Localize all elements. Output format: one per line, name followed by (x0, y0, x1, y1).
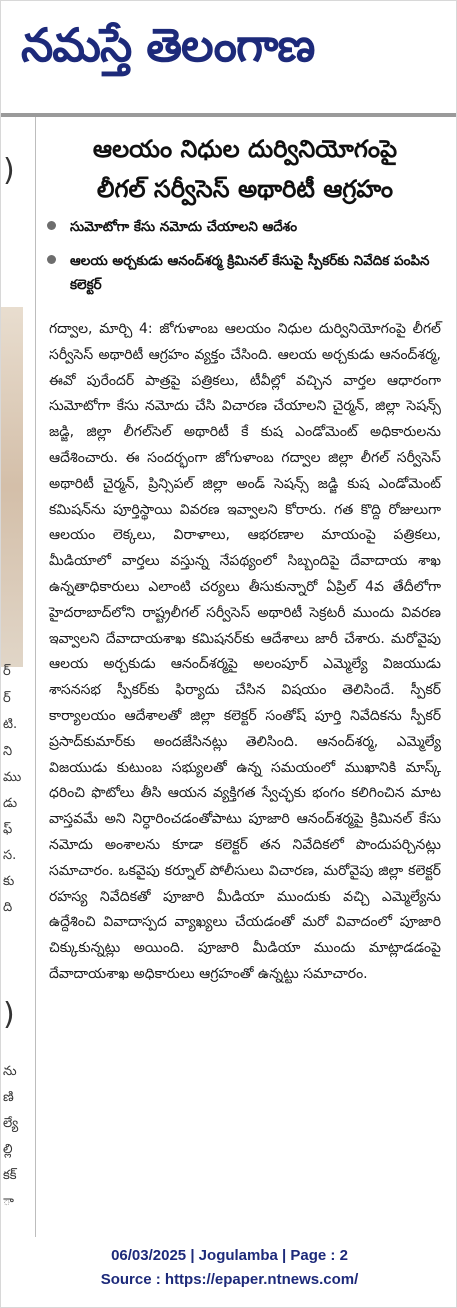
adjacent-fragment: ా (3, 1194, 14, 1209)
bracket-icon: ) (3, 997, 15, 1032)
headline-line: లీగల్ సర్వీసెస్ అథారిటీ ఆగ్రహం (96, 175, 394, 203)
highlight-text: సుమోటోగా కేసు నమోదు చేయాలని ఆదేశం (70, 219, 298, 235)
adjacent-fragment: ర్ (3, 664, 11, 679)
adjacent-fragment: టి. (3, 717, 18, 732)
footer-dateline: 06/03/2025 | Jogulamba | Page : 2 (111, 1247, 348, 1264)
bullet-icon (47, 255, 56, 264)
masthead-rule (1, 113, 456, 117)
bullet-icon (47, 221, 56, 230)
footer-source: Source : https://epaper.ntnews.com/ (100, 1271, 359, 1288)
adjacent-fragment: ల్లి (3, 1142, 13, 1157)
adjacent-fragment: కక్ (3, 1168, 17, 1183)
adjacent-fragment: ల్యే (3, 1116, 19, 1131)
highlight-text: ఆలయ అర్చకుడు ఆనంద్‌శర్మ క్రిమినల్ కేసుపై స్పీకర్‌కు నివేదిక పంపిన కలెక్టర్ (70, 253, 430, 293)
adjacent-photo (1, 307, 23, 667)
article-body: గద్వాల, మార్చి 4: జోగుళాంబ ఆలయం నిధుల దుర్వినియోగంపై లీగల్ సర్వీసెస్ అథారిటీ ఆగ్రహం వ్యక్తం చేసింది. ఆలయ అర్చకుడు ఆనంద్‌శర్మ, ఈవో పురేందర్ పాత్రపై పత్రికలు, టీవీల్లో వచ్చిన వార్తల ఆధారంగా సుమోటోగా కేసు నమోదు చేసి విచారణ చేయాలని చైర్మన్, జిల్లా సెషన్స్ జడ్జి, జిల్లా లీగల్‌సెల్ అథారిటీ కే కుష ఎండోమెంట్ అధికారులను ఆదేశించారు. ఈ సందర్భంగా జోగుళాంబ గద్వాల జిల్లా లీగల్ సర్వీసెస్ అథారిటీ చైర్మన్, ప్రిన్సిపల్ జిల్లా అండ్ సెషన్స్ జడ్జి కుష ఎండోమెంట్ కమిషన్‌ను పూర్తిస్థాయి వివరణ ఇవ్వాలని కోరారు. గత కొద్ది రోజులుగా ఆలయం లెక్కలు, విరాళాలు, ఆభరణాల మాయంపై పత్రికలు, మీడియాలో వార్తలు వస్తున్న నేపథ్యంలో సిబ్బందిపై దేవాదాయ శాఖ ఉన్నతాధికారులు ఎలాంటి చర్యలు తీసుకున్నారో ఏప్రిల్ 4వ తేదీలోగా హైదరాబాద్‌లోని రాష్ట్రలీగల్ సర్వీసెస్ అథారిటీ సెక్రటరీ ముందు వివరణ ఇవ్వాలని దేవాదాయశాఖ కమిషనర్‌కు ఆదేశాలు జారీ చేశారు. మరోవైపు ఆలయ అర్చకుడు ఆనంద్‌శర్మపై అలంపూర్ ఎమ్మెల్యే విజయుడు శాసనసభ స్పీకర్‌కు ఫిర్యాదు చేసిన విషయం తెలిసిందే. స్పీకర్ కార్యాలయం ఆదేశాలతో జిల్లా కలెక్టర్ సంతోష్ పూర్తి నివేదికను స్పీకర్ ప్రసాద్‌కుమార్‌కు అందజేసినట్లు తెలిసింది. ఆనంద్‌శర్మ, ఎమ్మెల్యే విజయుడు కుటుంబ సభ్యులతో ఉన్న సమయంలో ముఖానికి మాస్క్ ధరించి ఫొటోలు తీసి ఆయన వ్యక్తిగత స్వేచ్ఛకు భంగం కలిగించిన మాట వాస్తవమే అని నిర్ధారించడంతోపాటు పూజారి ఆనంద్‌శర్మపై క్రిమినల్ కేసు నమోదు అంశాలను కూడా కలెక్టర్ తన నివేదికలో పొందుపర్చినట్లు సమాచారం. ఒకవైపు కర్నూల్ పోలీసులు విచారణ, మరోవైపు జిల్లా కలెక్టర్ రహస్య నివేదికతో పూజారి మీడియా ముందుకు వచ్చి ఎమ్మెల్యేను ఉద్దేశించి వివాదాస్పద వ్యాఖ్యలు చేయడంతో మరో వివాదంలో పూజారి చిక్కుకున్నట్లు అయింది. పూజారి మీడియా ముందు మాట్లాడడంపై దేవాదాయశాఖ అధికారులు ఆగ్రహంతో ఉన్నట్టు సమాచారం. (49, 321, 441, 982)
adjacent-column-strip (1, 117, 31, 1237)
headline-line: ఆలయం నిధుల దుర్వినియోగంపై (92, 135, 398, 163)
article-highlights (41, 215, 441, 307)
highlight-item (41, 215, 441, 239)
adjacent-fragment: ణి (3, 1090, 14, 1105)
adjacent-fragment: కు (3, 874, 15, 889)
article-headline (49, 129, 441, 209)
newspaper-masthead: నమస్తే తెలంగాణ (21, 18, 315, 72)
highlight-item (41, 249, 441, 297)
adjacent-fragment: స. (3, 848, 17, 863)
adjacent-fragment: ది (3, 900, 13, 915)
column-divider (35, 117, 36, 1237)
adjacent-fragment: ర్ (3, 691, 11, 706)
adjacent-fragment: ని (3, 744, 13, 759)
adjacent-fragment: ను (3, 1064, 17, 1079)
adjacent-fragment: ఫ్ (3, 822, 13, 837)
adjacent-fragment: ము (3, 770, 22, 785)
bracket-icon: ) (3, 153, 15, 188)
adjacent-fragment: డు (3, 796, 18, 811)
